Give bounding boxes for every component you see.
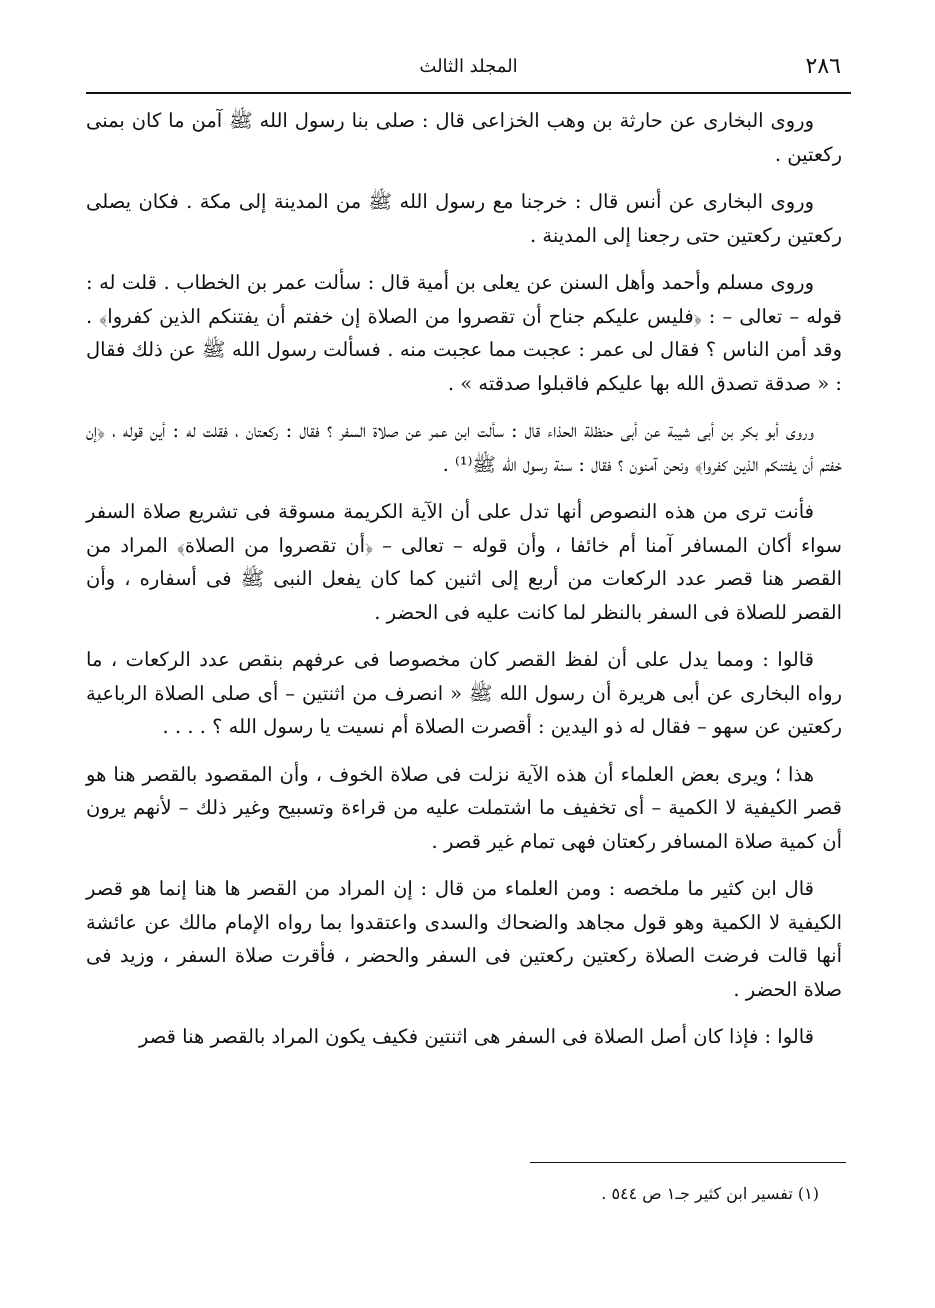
page-header — [86, 48, 851, 88]
body-text — [86, 104, 842, 1068]
paragraph: وروى البخارى عن حارثة بن وهب الخزاعى قال : صلى بنا رسول الله ﷺ آمن ما كان بمنى ركعتين . — [86, 109, 842, 166]
footnote: (١) تفسير ابن كثير جـ١ ص ٥٤٤ . — [601, 1184, 819, 1203]
paragraph: وروى البخارى عن أنس قال : خرجنا مع رسول الله ﷺ من المدينة إلى مكة . فكان يصلى ركعتين ركعتين حتى رجعنا إلى المدينة . — [86, 190, 842, 247]
footnote-divider — [530, 1162, 846, 1163]
paragraph: وروى أبو بكر بن أبى شيبة عن أبى حنظلة الحذاء قال : سألت ابن عمر عن صلاة السفر ؟ فقال : ركعتان ، فقلت له : أين قوله ، ﴿إن خفتم أن يفتنكم الذين كفروا﴾ ونحن آمنون ؟ فقال : سنة رسول الله ﷺ⁽¹⁾ . — [86, 419, 842, 476]
paragraph: قالوا : ومما يدل على أن لفظ القصر كان مخصوصا فى عرفهم بنقص عدد الركعات ، ما رواه البخارى عن أبى هريرة أن رسول الله ﷺ « انصرف من اثنتين – أى صلى الصلاة الرباعية ركعتين عن سهو – فقال له ذو اليدين : أقصرت الصلاة أم نسيت يا رسول الله ؟ . . . . — [86, 648, 842, 738]
paragraph: فأنت ترى من هذه النصوص أنها تدل على أن الآية الكريمة مسوقة فى تشريع صلاة السفر سواء أكان المسافر آمنا أم خائفا ، وأن قوله – تعالى – ﴿أن تقصروا من الصلاة﴾ المراد من القصر هنا قصر عدد الركعات من أربع إلى اثنين كما كان يفعل النبى ﷺ فى أسفاره ، وأن القصر للصلاة فى السفر بالنظر لما كانت عليه فى الحضر . — [86, 500, 842, 624]
page-number: ٢٨٦ — [805, 54, 841, 79]
paragraph: هذا ؛ ويرى بعض العلماء أن هذه الآية نزلت فى صلاة الخوف ، وأن المقصود بالقصر هنا هو قصر الكيفية لا الكمية – أى تخفيف ما اشتملت عليه من قراءة وتسبيح وغير ذلك – لأنهم يرون أن كمية صلاة المسافر ركعتان فهى تمام غير قصر . — [86, 762, 842, 853]
paragraph: قالوا : فإذا كان أصل الصلاة فى السفر هى اثنتين فكيف يكون المراد بالقصر هنا قصر — [138, 1025, 814, 1048]
paragraph: قال ابن كثير ما ملخصه : ومن العلماء من قال : إن المراد من القصر ها هنا إنما هو قصر الكيفية لا الكمية وهو قول مجاهد والضحاك والسدى واعتقدوا بما رواه الإمام مالك عن عائشة أنها قالت فرضت الصلاة ركعتين ركعتين فى السفر والحضر ، فأقرت صلاة السفر ، وزيد فى صلاة الحضر . — [86, 877, 842, 1001]
volume-title: المجلد الثالث — [419, 56, 518, 77]
paragraph: وروى مسلم وأحمد وأهل السنن عن يعلى بن أمية قال : سألت عمر بن الخطاب . قلت له : قوله – تعالى – : ﴿فليس عليكم جناح أن تقصروا من الصلاة إن خفتم أن يفتنكم الذين كفروا﴾ . وقد أمن الناس ؟ فقال لى عمر : عجبت مما عجبت منه . فسألت رسول الله ﷺ عن ذلك فقال : « صدقة تصدق الله بها عليكم فاقبلوا صدقته » . — [86, 271, 842, 395]
header-divider — [86, 92, 851, 94]
